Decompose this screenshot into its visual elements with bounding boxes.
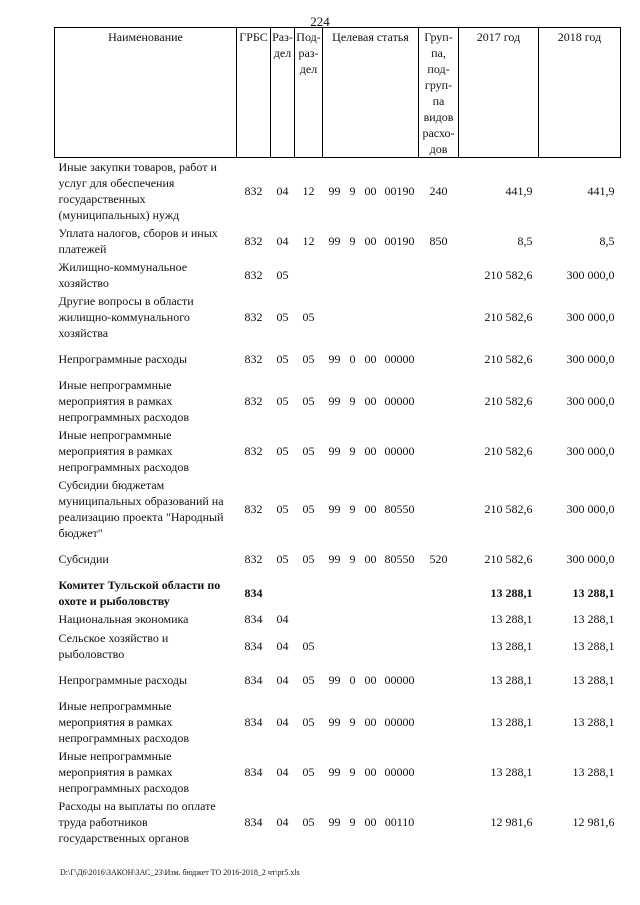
row-podrazdel: 05 (302, 672, 315, 687)
row-razdel: 05 (276, 551, 289, 566)
row-expense-type: 850 (429, 233, 448, 248)
row-amount-2017: 210 582,6 (484, 443, 533, 458)
row-amount-2017: 210 582,6 (484, 267, 533, 282)
row-amount-2017: 13 288,1 (490, 672, 533, 687)
row-podrazdel (295, 576, 323, 610)
row-amount-2018: 13 288,1 (572, 672, 615, 687)
page-number: 224 (310, 14, 330, 29)
row-expense-type (419, 747, 459, 797)
target-article-part: 0 (349, 351, 356, 366)
row-amount-2017: 13 288,1 (490, 638, 533, 653)
row-grbs: 832 (244, 183, 263, 198)
row-amount-2017: 13 288,1 (490, 714, 533, 729)
row-grbs: 832 (244, 309, 263, 324)
row-expense-type (419, 697, 459, 747)
row-razdel: 04 (276, 672, 289, 687)
row-podrazdel: 05 (302, 443, 315, 458)
target-article-part: 00000 (384, 672, 415, 687)
target-article-part: 99 (328, 393, 341, 408)
target-article-part: 99 (328, 443, 341, 458)
target-article-part: 80550 (384, 551, 415, 566)
row-amount-2017: 8,5 (517, 233, 533, 248)
row-podrazdel: 12 (302, 233, 315, 248)
row-razdel: 05 (276, 443, 289, 458)
row-target-article (323, 426, 419, 476)
row-grbs: 832 (244, 233, 263, 248)
row-grbs: 834 (244, 638, 263, 653)
table-row (55, 292, 621, 342)
row-target-article (323, 797, 419, 847)
target-article-part: 9 (349, 393, 356, 408)
header-year-2018: 2018 год (539, 28, 621, 158)
row-podrazdel: 05 (302, 764, 315, 779)
row-expense-type (419, 476, 459, 542)
row-razdel: 05 (276, 351, 289, 366)
table-row (55, 576, 621, 610)
row-grbs: 834 (244, 814, 263, 829)
row-target-article (323, 224, 419, 258)
row-razdel: 04 (276, 612, 289, 626)
row-expense-type (419, 610, 459, 629)
target-article-part: 99 (328, 351, 341, 366)
row-amount-2017: 13 288,1 (490, 612, 533, 626)
table-row (55, 610, 621, 629)
row-name: Непрограммные расходы (58, 672, 188, 687)
row-amount-2018: 13 288,1 (572, 612, 615, 626)
row-grbs: 834 (244, 585, 263, 600)
row-razdel: 05 (276, 393, 289, 408)
row-target-article (323, 158, 419, 224)
row-grbs: 832 (244, 351, 263, 366)
target-article-part: 00000 (384, 764, 415, 779)
target-article-part: 00 (364, 764, 377, 779)
table-header (55, 28, 621, 158)
row-grbs: 832 (244, 501, 263, 516)
row-amount-2018: 300 000,0 (566, 351, 615, 366)
row-razdel: 04 (276, 233, 289, 248)
row-razdel: 05 (276, 267, 289, 282)
target-article-part: 9 (349, 764, 356, 779)
header-grbs: ГРБС (237, 28, 271, 158)
row-amount-2018: 300 000,0 (566, 267, 615, 282)
row-target-article (323, 610, 419, 629)
target-article-part: 00 (364, 814, 377, 829)
row-target-article (323, 697, 419, 747)
row-podrazdel: 05 (302, 638, 315, 653)
table-row (55, 747, 621, 797)
target-article-part: 99 (328, 233, 341, 248)
row-razdel: 04 (276, 714, 289, 729)
target-article-part: 00 (364, 443, 377, 458)
row-target-article (323, 629, 419, 663)
table-row (55, 797, 621, 847)
header-podrazdel: Под- раз- дел (295, 28, 323, 158)
table-row (55, 224, 621, 258)
row-expense-type (419, 629, 459, 663)
row-target-article (323, 576, 419, 610)
row-razdel: 04 (276, 814, 289, 829)
row-podrazdel (295, 610, 323, 629)
header-razdel: Раз- дел (271, 28, 295, 158)
row-amount-2017: 210 582,6 (484, 351, 533, 366)
target-article-part: 99 (328, 672, 341, 687)
row-name: Сельское хозяйство и рыболовство (58, 630, 169, 661)
target-article-part: 80550 (384, 501, 415, 516)
row-podrazdel: 05 (302, 351, 315, 366)
target-article-part: 9 (349, 814, 356, 829)
header-vid: Груп- па, под- груп- па видов расхо- дов (419, 28, 459, 158)
row-podrazdel (295, 258, 323, 292)
file-path-footer: D:\Г\Д6\2016\ЗАКОН\ЗАС_23\Изм. бюджет ТО 2016-2018_2 чт\pr5.xls (60, 868, 300, 877)
header-target: Целевая статья (323, 28, 419, 158)
target-article-part: 9 (349, 443, 356, 458)
row-target-article (323, 342, 419, 376)
row-grbs: 832 (244, 443, 263, 458)
row-name: Другие вопросы в области жилищно-коммунального хозяйства (58, 293, 194, 340)
row-target-article (323, 663, 419, 697)
row-razdel (271, 576, 295, 610)
row-name: Субсидии бюджетам муниципальных образований на реализацию проекта "Народный бюджет" (58, 477, 224, 540)
row-podrazdel: 05 (302, 814, 315, 829)
row-expense-type (419, 292, 459, 342)
table-row (55, 258, 621, 292)
row-expense-type (419, 258, 459, 292)
target-article-part: 9 (349, 714, 356, 729)
row-amount-2018: 300 000,0 (566, 309, 615, 324)
target-article-part: 9 (349, 183, 356, 198)
row-name: Расходы на выплаты по оплате труда работников государственных органов (58, 798, 216, 845)
target-article-part: 99 (328, 814, 341, 829)
row-razdel: 04 (276, 183, 289, 198)
budget-table (54, 27, 621, 847)
row-name: Непрограммные расходы (58, 351, 188, 366)
target-article-part: 9 (349, 233, 356, 248)
target-article-part: 00 (364, 233, 377, 248)
row-amount-2017: 13 288,1 (490, 585, 533, 600)
row-amount-2018: 13 288,1 (572, 585, 615, 600)
row-amount-2018: 300 000,0 (566, 551, 615, 566)
row-grbs: 834 (244, 714, 263, 729)
row-podrazdel: 05 (302, 714, 315, 729)
table-row (55, 697, 621, 747)
row-expense-type (419, 376, 459, 426)
row-name: Комитет Тульской области по охоте и рыболовству (58, 577, 221, 608)
row-name: Национальная экономика (58, 612, 189, 626)
row-grbs: 832 (244, 393, 263, 408)
target-article-part: 99 (328, 551, 341, 566)
row-podrazdel: 05 (302, 309, 315, 324)
row-razdel: 04 (276, 764, 289, 779)
target-article-part: 00 (364, 714, 377, 729)
row-amount-2017: 210 582,6 (484, 551, 533, 566)
row-amount-2017: 13 288,1 (490, 764, 533, 779)
row-grbs: 832 (244, 551, 263, 566)
row-amount-2017: 210 582,6 (484, 309, 533, 324)
row-amount-2018: 300 000,0 (566, 393, 615, 408)
target-article-part: 00 (364, 393, 377, 408)
target-article-part: 00000 (384, 714, 415, 729)
target-article-part: 00000 (384, 393, 415, 408)
target-article-part: 99 (328, 764, 341, 779)
row-amount-2018: 300 000,0 (566, 501, 615, 516)
row-amount-2017: 210 582,6 (484, 393, 533, 408)
row-expense-type (419, 797, 459, 847)
row-grbs: 834 (244, 764, 263, 779)
row-name: Субсидии (58, 551, 109, 566)
row-expense-type (419, 426, 459, 476)
row-podrazdel: 12 (302, 183, 315, 198)
row-amount-2018: 441,9 (587, 183, 615, 198)
target-article-part: 9 (349, 551, 356, 566)
row-amount-2018: 8,5 (599, 233, 615, 248)
row-target-article (323, 747, 419, 797)
row-name: Иные непрограммные мероприятия в рамках непрограммных расходов (58, 698, 190, 745)
table-row (55, 542, 621, 576)
row-target-article (323, 542, 419, 576)
target-article-part: 00 (364, 551, 377, 566)
row-grbs: 834 (244, 612, 263, 626)
row-name: Иные закупки товаров, работ и услуг для обеспечения государственных (муниципальных) нужд (58, 159, 217, 222)
target-article-part: 9 (349, 501, 356, 516)
table-row (55, 158, 621, 224)
header-name: Наименование (55, 28, 237, 158)
row-amount-2018: 13 288,1 (572, 638, 615, 653)
row-name: Уплата налогов, сборов и иных платежей (58, 225, 218, 256)
row-grbs: 834 (244, 672, 263, 687)
target-article-part: 99 (328, 501, 341, 516)
target-article-part: 00190 (384, 183, 415, 198)
row-amount-2017: 12 981,6 (490, 814, 533, 829)
row-name: Иные непрограммные мероприятия в рамках непрограммных расходов (58, 748, 190, 795)
row-name: Иные непрограммные мероприятия в рамках непрограммных расходов (58, 377, 190, 424)
row-grbs: 832 (244, 267, 263, 282)
row-expense-type (419, 576, 459, 610)
row-name: Жилищно-коммунальное хозяйство (58, 259, 188, 290)
row-razdel: 05 (276, 501, 289, 516)
table-body (55, 158, 621, 847)
target-article-part: 00 (364, 501, 377, 516)
target-article-part: 00 (364, 351, 377, 366)
row-target-article (323, 258, 419, 292)
row-podrazdel: 05 (302, 501, 315, 516)
header-year-2017: 2017 год (459, 28, 539, 158)
row-amount-2018: 12 981,6 (572, 814, 615, 829)
row-target-article (323, 376, 419, 426)
target-article-part: 99 (328, 183, 341, 198)
table-row (55, 376, 621, 426)
row-amount-2017: 210 582,6 (484, 501, 533, 516)
table-row (55, 342, 621, 376)
row-target-article (323, 292, 419, 342)
row-expense-type (419, 663, 459, 697)
row-amount-2017: 441,9 (505, 183, 533, 198)
row-name: Иные непрограммные мероприятия в рамках непрограммных расходов (58, 427, 190, 474)
row-amount-2018: 13 288,1 (572, 764, 615, 779)
row-amount-2018: 13 288,1 (572, 714, 615, 729)
target-article-part: 00 (364, 183, 377, 198)
target-article-part: 00190 (384, 233, 415, 248)
row-podrazdel: 05 (302, 551, 315, 566)
table-row (55, 663, 621, 697)
table-row (55, 629, 621, 663)
row-target-article (323, 476, 419, 542)
row-razdel: 04 (276, 638, 289, 653)
row-amount-2018: 300 000,0 (566, 443, 615, 458)
row-podrazdel: 05 (302, 393, 315, 408)
table-row (55, 426, 621, 476)
table-row (55, 476, 621, 542)
target-article-part: 0 (349, 672, 356, 687)
target-article-part: 00000 (384, 351, 415, 366)
row-expense-type: 240 (429, 183, 448, 198)
row-expense-type: 520 (429, 551, 448, 566)
row-expense-type (419, 342, 459, 376)
target-article-part: 00110 (384, 814, 415, 829)
row-razdel: 05 (276, 309, 289, 324)
target-article-part: 99 (328, 714, 341, 729)
target-article-part: 00 (364, 672, 377, 687)
target-article-part: 00000 (384, 443, 415, 458)
